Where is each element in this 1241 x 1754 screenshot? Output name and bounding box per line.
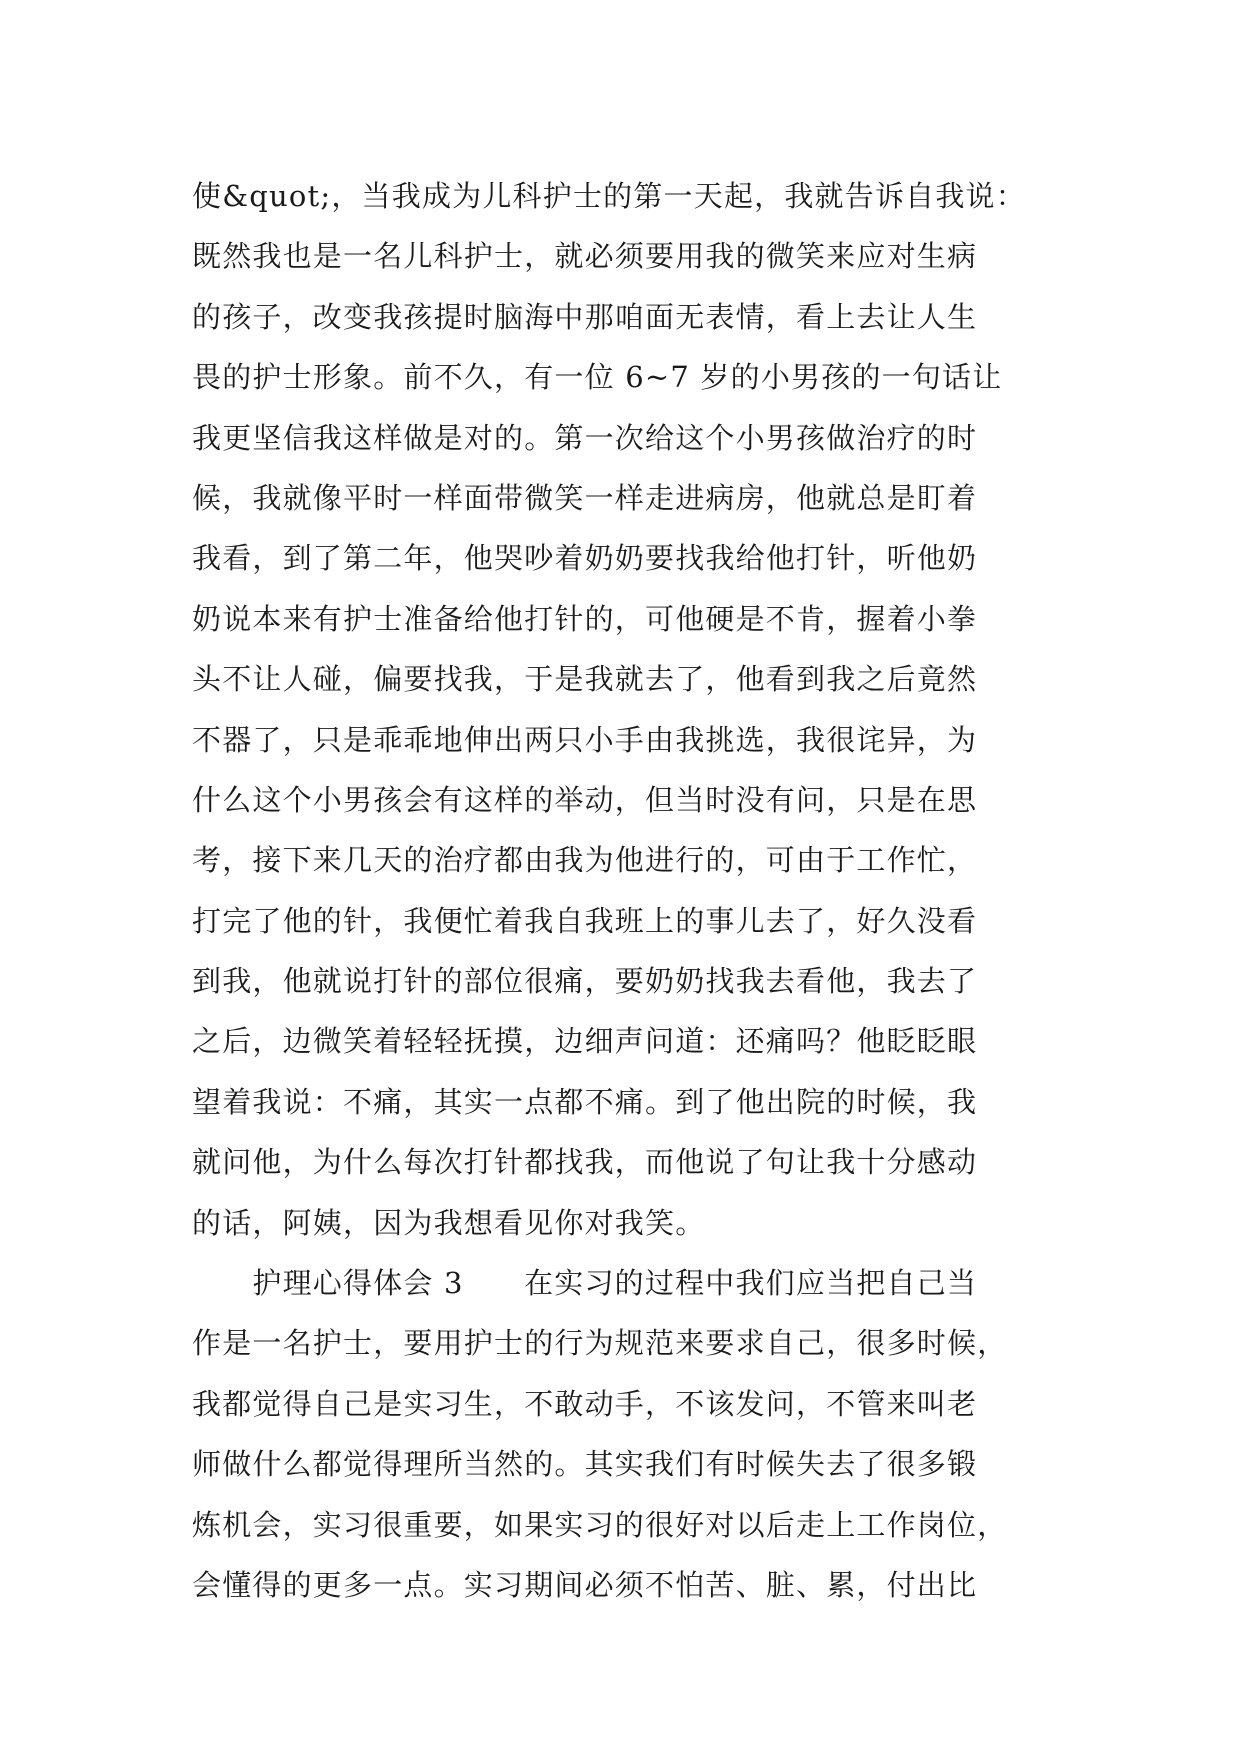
- text-line: 头不让人碰，偏要找我，于是我就去了，他看到我之后竟然: [192, 662, 978, 697]
- text-line: 作是一名护士，要用护士的行为规范来要求自己，很多时候，: [192, 1326, 1008, 1361]
- text-line: 之后，边微笑着轻轻抚摸，边细声问道：还痛吗？他眨眨眼: [192, 1024, 978, 1059]
- text-line: 我都觉得自己是实习生，不敢动手，不该发问，不管来叫老: [192, 1386, 978, 1421]
- text-line: 会懂得的更多一点。实习期间必须不怕苦、脏、累，付出比: [192, 1567, 978, 1602]
- text-line: 的话，阿姨，因为我想看见你对我笑。: [192, 1205, 706, 1240]
- text-line: 我看，到了第二年，他哭吵着奶奶要找我给他打针，听他奶: [192, 541, 978, 576]
- text-line: 望着我说：不痛，其实一点都不痛。到了他出院的时候，我: [192, 1084, 978, 1119]
- text-line: 不器了，只是乖乖地伸出两只小手由我挑选，我很诧异，为: [192, 722, 978, 757]
- document-body: [192, 166, 1052, 1615]
- text-line: 炼机会，实习很重要，如果实习的很好对以后走上工作岗位，: [192, 1507, 1008, 1542]
- text-line: 畏的护士形象。前不久，有一位 6~7 岁的小男孩的一句话让: [192, 360, 1003, 395]
- text-line: 考，接下来几天的治疗都由我为他进行的，可由于工作忙，: [192, 843, 978, 878]
- text-line: 我更坚信我这样做是对的。第一次给这个小男孩做治疗的时: [192, 420, 978, 455]
- text-line: 打完了他的针，我便忙着我自我班上的事儿去了，好久没看: [192, 903, 978, 938]
- text-line: 既然我也是一名儿科护士，就必须要用我的微笑来应对生病: [192, 239, 978, 274]
- text-line: 候，我就像平时一样面带微笑一样走进病房，他就总是盯着: [192, 480, 978, 515]
- text-line: 师做什么都觉得理所当然的。其实我们有时候失去了很多锻: [192, 1447, 978, 1482]
- text-line: 到我，他就说打针的部位很痛，要奶奶找我去看他，我去了: [192, 964, 978, 999]
- section-heading-line: 护理心得体会 3 在实习的过程中我们应当把自己当: [192, 1266, 978, 1301]
- text-line: 使&quot;，当我成为儿科护士的第一天起，我就告诉自我说：: [192, 179, 1026, 213]
- text-line: 奶说本来有护士准备给他打针的，可他硬是不肯，握着小拳: [192, 601, 978, 636]
- text-line: 的孩子，改变我孩提时脑海中那咱面无表情，看上去让人生: [192, 299, 978, 334]
- text-line: 什么这个小男孩会有这样的举动，但当时没有问，只是在思: [192, 782, 978, 817]
- text-line: 就问他，为什么每次打针都找我，而他说了句让我十分感动: [192, 1145, 978, 1180]
